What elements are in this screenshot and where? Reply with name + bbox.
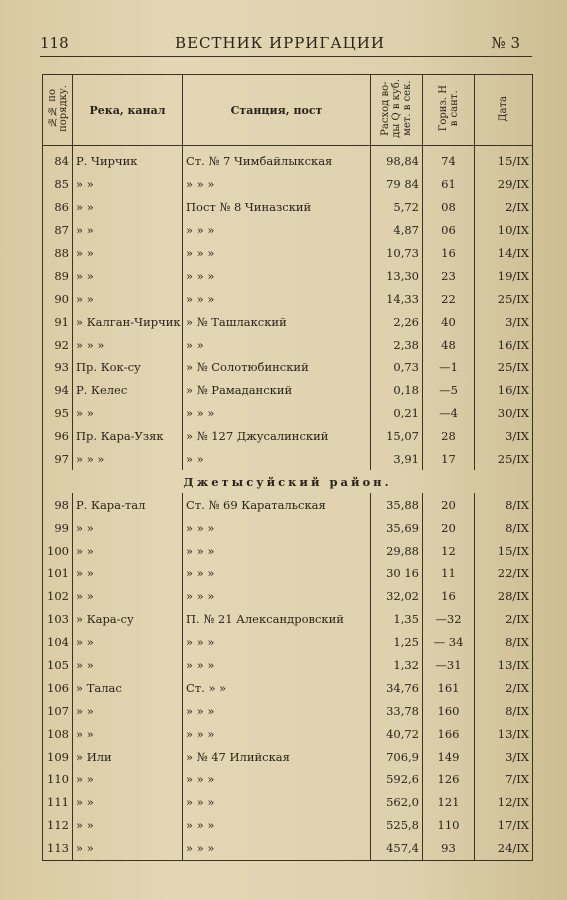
table-row: [43, 699, 533, 722]
table-row: [43, 676, 533, 699]
cell-no: 86: [43, 196, 73, 219]
cell-river: » »: [73, 699, 183, 722]
cell-flow: 0,18: [371, 379, 423, 402]
cell-flow: 98,84: [371, 146, 423, 173]
cell-no: 104: [43, 631, 73, 654]
cell-level: 28: [423, 425, 475, 448]
cell-no: 87: [43, 219, 73, 242]
cell-level: —5: [423, 379, 475, 402]
cell-station: » » »: [183, 837, 371, 860]
cell-flow: 13,30: [371, 264, 423, 287]
cell-date: 29/IX: [475, 173, 533, 196]
table-row: [43, 654, 533, 677]
cell-date: 8/IX: [475, 516, 533, 539]
cell-date: 3/IX: [475, 425, 533, 448]
cell-date: 15/IX: [475, 539, 533, 562]
cell-no: 105: [43, 654, 73, 677]
cell-river: » »: [73, 791, 183, 814]
cell-no: 91: [43, 310, 73, 333]
cell-date: 7/IX: [475, 768, 533, 791]
cell-level: 20: [423, 493, 475, 516]
cell-flow: 10,73: [371, 242, 423, 265]
cell-date: 2/IX: [475, 608, 533, 631]
issue-number: № 3: [491, 34, 520, 52]
cell-date: 16/IX: [475, 379, 533, 402]
cell-river: Р. Чирчик: [73, 146, 183, 173]
table-header-row: [43, 75, 533, 146]
cell-date: 12/IX: [475, 791, 533, 814]
cell-level: 08: [423, 196, 475, 219]
cell-station: » » »: [183, 287, 371, 310]
cell-flow: 592,6: [371, 768, 423, 791]
cell-date: 25/IX: [475, 356, 533, 379]
cell-level: 17: [423, 448, 475, 471]
cell-station: » № Ташлакский: [183, 310, 371, 333]
cell-flow: 2,38: [371, 333, 423, 356]
cell-station: » » »: [183, 516, 371, 539]
table-section-dzhetysu: [43, 493, 533, 860]
cell-date: 15/IX: [475, 146, 533, 173]
cell-level: —31: [423, 654, 475, 677]
cell-level: 121: [423, 791, 475, 814]
cell-date: 25/IX: [475, 287, 533, 310]
cell-flow: 1,25: [371, 631, 423, 654]
cell-date: 3/IX: [475, 745, 533, 768]
journal-title: ВЕСТНИК ИРРИГАЦИИ: [175, 34, 385, 52]
cell-river: » » »: [73, 333, 183, 356]
cell-river: » Или: [73, 745, 183, 768]
table-row: [43, 333, 533, 356]
cell-no: 103: [43, 608, 73, 631]
cell-station: » » »: [183, 654, 371, 677]
cell-river: Пр. Кара-Узяк: [73, 425, 183, 448]
cell-date: 10/IX: [475, 219, 533, 242]
table-row: [43, 516, 533, 539]
cell-date: 14/IX: [475, 242, 533, 265]
cell-station: » » »: [183, 699, 371, 722]
cell-flow: 525,8: [371, 814, 423, 837]
table-row: [43, 791, 533, 814]
cell-date: 17/IX: [475, 814, 533, 837]
cell-station: Ст. № 69 Каратальская: [183, 493, 371, 516]
cell-level: 11: [423, 562, 475, 585]
cell-river: » »: [73, 722, 183, 745]
cell-station: » » »: [183, 402, 371, 425]
cell-station: » » »: [183, 219, 371, 242]
cell-no: 96: [43, 425, 73, 448]
cell-river: » »: [73, 768, 183, 791]
cell-no: 97: [43, 448, 73, 471]
table-row: [43, 173, 533, 196]
cell-level: —32: [423, 608, 475, 631]
cell-no: 101: [43, 562, 73, 585]
cell-no: 85: [43, 173, 73, 196]
cell-no: 92: [43, 333, 73, 356]
cell-flow: 1,35: [371, 608, 423, 631]
cell-river: » Кара-су: [73, 608, 183, 631]
table-row: [43, 585, 533, 608]
cell-no: 107: [43, 699, 73, 722]
cell-flow: 33,78: [371, 699, 423, 722]
cell-level: 166: [423, 722, 475, 745]
cell-river: » »: [73, 242, 183, 265]
cell-no: 111: [43, 791, 73, 814]
cell-level: 61: [423, 173, 475, 196]
cell-no: 109: [43, 745, 73, 768]
cell-river: Р. Келес: [73, 379, 183, 402]
cell-flow: 2,26: [371, 310, 423, 333]
cell-station: » № 47 Илийская: [183, 745, 371, 768]
cell-flow: 29,88: [371, 539, 423, 562]
cell-level: 149: [423, 745, 475, 768]
cell-river: » »: [73, 287, 183, 310]
cell-station: » »: [183, 333, 371, 356]
cell-station: » » »: [183, 585, 371, 608]
cell-date: 30/IX: [475, 402, 533, 425]
cell-level: 40: [423, 310, 475, 333]
cell-no: 89: [43, 264, 73, 287]
cell-date: 8/IX: [475, 493, 533, 516]
cell-flow: 15,07: [371, 425, 423, 448]
cell-level: — 34: [423, 631, 475, 654]
cell-level: 74: [423, 146, 475, 173]
table-row: [43, 310, 533, 333]
cell-station: » » »: [183, 264, 371, 287]
cell-river: » »: [73, 196, 183, 219]
region-section: [43, 470, 533, 493]
cell-level: 12: [423, 539, 475, 562]
table-row: [43, 356, 533, 379]
cell-station: Ст. № 7 Чимбайлыкская: [183, 146, 371, 173]
table-section-tashkent: [43, 146, 533, 471]
cell-level: 160: [423, 699, 475, 722]
cell-date: 3/IX: [475, 310, 533, 333]
cell-flow: 35,88: [371, 493, 423, 516]
cell-station: » № 127 Джусалинский: [183, 425, 371, 448]
cell-river: Пр. Кок-су: [73, 356, 183, 379]
cell-flow: 14,33: [371, 287, 423, 310]
cell-river: » »: [73, 562, 183, 585]
cell-station: » » »: [183, 768, 371, 791]
cell-station: П. № 21 Александровский: [183, 608, 371, 631]
cell-no: 93: [43, 356, 73, 379]
table-row: [43, 264, 533, 287]
cell-flow: 0,21: [371, 402, 423, 425]
region-heading: Джетысуйский район.: [43, 470, 533, 493]
cell-flow: 35,69: [371, 516, 423, 539]
cell-level: 20: [423, 516, 475, 539]
cell-date: 13/IX: [475, 654, 533, 677]
cell-flow: 30 16: [371, 562, 423, 585]
cell-station: » »: [183, 448, 371, 471]
header-rule: [40, 56, 532, 57]
cell-date: 24/IX: [475, 837, 533, 860]
cell-no: 99: [43, 516, 73, 539]
cell-flow: 4,87: [371, 219, 423, 242]
cell-river: » »: [73, 173, 183, 196]
cell-river: » »: [73, 264, 183, 287]
page-number: 118: [40, 34, 69, 52]
table-row: [43, 287, 533, 310]
header-river: Река, канал: [73, 75, 183, 146]
cell-flow: 706,9: [371, 745, 423, 768]
cell-level: 22: [423, 287, 475, 310]
table-row: [43, 768, 533, 791]
cell-date: 8/IX: [475, 631, 533, 654]
header-level: Гориз. Н в сант.: [423, 75, 475, 146]
cell-no: 94: [43, 379, 73, 402]
cell-river: » »: [73, 539, 183, 562]
table-row: [43, 631, 533, 654]
cell-river: » Калган-Чирчик: [73, 310, 183, 333]
cell-date: 25/IX: [475, 448, 533, 471]
cell-station: » № Солотюбинский: [183, 356, 371, 379]
table-row: [43, 219, 533, 242]
header-flow: Расход во- ды Q в куб. мет. в сек.: [371, 75, 423, 146]
cell-river: Р. Кара-тал: [73, 493, 183, 516]
cell-no: 98: [43, 493, 73, 516]
cell-flow: 79 84: [371, 173, 423, 196]
cell-station: Пост № 8 Чиназский: [183, 196, 371, 219]
cell-station: » » »: [183, 814, 371, 837]
cell-river: » »: [73, 219, 183, 242]
cell-river: » »: [73, 585, 183, 608]
cell-river: » Талас: [73, 676, 183, 699]
cell-level: —4: [423, 402, 475, 425]
cell-river: » »: [73, 654, 183, 677]
cell-level: 161: [423, 676, 475, 699]
cell-date: 28/IX: [475, 585, 533, 608]
cell-level: 16: [423, 585, 475, 608]
cell-river: » »: [73, 631, 183, 654]
cell-flow: 32,02: [371, 585, 423, 608]
cell-station: » » »: [183, 562, 371, 585]
region-heading-row: [43, 470, 533, 493]
cell-date: 13/IX: [475, 722, 533, 745]
cell-station: » » »: [183, 722, 371, 745]
cell-level: 126: [423, 768, 475, 791]
cell-no: 108: [43, 722, 73, 745]
cell-station: » » »: [183, 631, 371, 654]
table-row: [43, 379, 533, 402]
cell-level: —1: [423, 356, 475, 379]
cell-no: 84: [43, 146, 73, 173]
cell-level: 93: [423, 837, 475, 860]
cell-date: 22/IX: [475, 562, 533, 585]
cell-level: 23: [423, 264, 475, 287]
table-row: [43, 608, 533, 631]
cell-river: » »: [73, 516, 183, 539]
table-row: [43, 448, 533, 471]
table-row: [43, 722, 533, 745]
cell-no: 100: [43, 539, 73, 562]
cell-no: 90: [43, 287, 73, 310]
table-row: [43, 837, 533, 860]
table-row: [43, 562, 533, 585]
cell-flow: 3,91: [371, 448, 423, 471]
measurements-table: [42, 74, 533, 861]
running-head: [40, 34, 520, 56]
table-row: [43, 745, 533, 768]
cell-level: 16: [423, 242, 475, 265]
cell-flow: 5,72: [371, 196, 423, 219]
cell-river: » » »: [73, 448, 183, 471]
cell-no: 112: [43, 814, 73, 837]
table-row: [43, 539, 533, 562]
cell-river: » »: [73, 402, 183, 425]
cell-level: 110: [423, 814, 475, 837]
cell-no: 102: [43, 585, 73, 608]
table-row: [43, 425, 533, 448]
cell-level: 48: [423, 333, 475, 356]
table-row: [43, 493, 533, 516]
cell-station: » » »: [183, 173, 371, 196]
cell-no: 95: [43, 402, 73, 425]
cell-no: 88: [43, 242, 73, 265]
cell-flow: 40,72: [371, 722, 423, 745]
cell-river: » »: [73, 837, 183, 860]
cell-river: » »: [73, 814, 183, 837]
cell-flow: 1,32: [371, 654, 423, 677]
cell-station: » » »: [183, 539, 371, 562]
cell-station: Ст. » »: [183, 676, 371, 699]
cell-station: » » »: [183, 791, 371, 814]
table-row: [43, 242, 533, 265]
cell-level: 06: [423, 219, 475, 242]
cell-date: 2/IX: [475, 676, 533, 699]
cell-station: » № Рамаданский: [183, 379, 371, 402]
cell-flow: 34,76: [371, 676, 423, 699]
cell-flow: 0,73: [371, 356, 423, 379]
table-row: [43, 814, 533, 837]
cell-no: 106: [43, 676, 73, 699]
cell-date: 8/IX: [475, 699, 533, 722]
cell-flow: 562,0: [371, 791, 423, 814]
table-row: [43, 196, 533, 219]
header-station: Станция, пост: [183, 75, 371, 146]
cell-flow: 457,4: [371, 837, 423, 860]
cell-no: 113: [43, 837, 73, 860]
header-no: №№ по порядку.: [43, 75, 73, 146]
header-date: Дата: [475, 75, 533, 146]
cell-date: 2/IX: [475, 196, 533, 219]
cell-station: » » »: [183, 242, 371, 265]
table-row: [43, 402, 533, 425]
cell-date: 16/IX: [475, 333, 533, 356]
cell-no: 110: [43, 768, 73, 791]
cell-date: 19/IX: [475, 264, 533, 287]
table-row: [43, 146, 533, 173]
